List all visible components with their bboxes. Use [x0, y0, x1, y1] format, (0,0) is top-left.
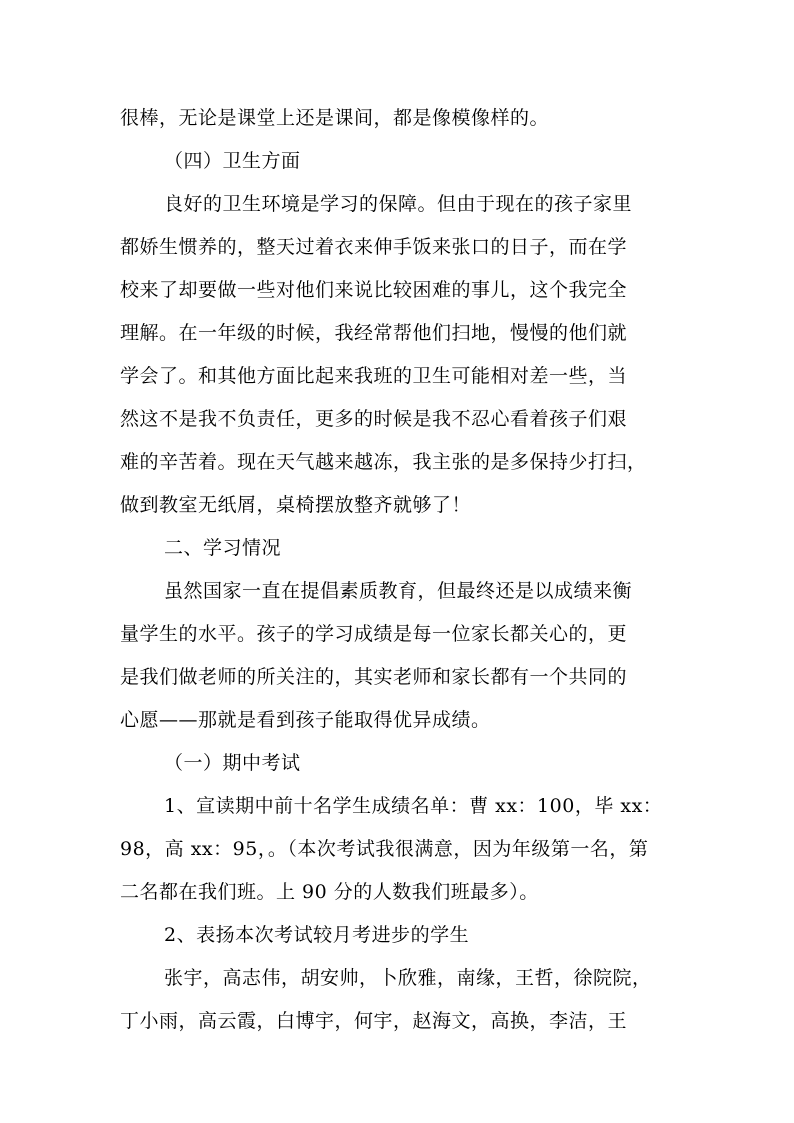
- text-line: 理解。在一年级的时候，我经常帮他们扫地，慢慢的他们就: [120, 322, 628, 344]
- text-line: 98，高 xx：95，。（本次考试我很满意，因为年级第一名，第: [120, 838, 649, 860]
- text-line: 都娇生惯养的，整天过着衣来伸手饭来张口的日子，而在学: [120, 236, 628, 258]
- text-line: 2、表扬本次考试较月考进步的学生: [164, 924, 470, 946]
- section-heading-study: 二、学习情况: [164, 537, 282, 559]
- text-line: 是我们做老师的所关注的，其实老师和家长都有一个共同的: [120, 666, 628, 688]
- text-line: 二名都在我们班。上 90 分的人数我们班最多）。: [120, 881, 539, 903]
- section-heading-midterm: （一）期中考试: [164, 752, 301, 774]
- text-line: 做到教室无纸屑，桌椅摆放整齐就够了！: [120, 494, 472, 516]
- text-line: 量学生的水平。孩子的学习成绩是每一位家长都关心的，更: [120, 623, 628, 645]
- text-line: 1、宣读期中前十名学生成绩名单：曹 xx：100，毕 xx：: [164, 795, 663, 817]
- text-line: 丁小雨，高云霞，白博宇，何宇，赵海文，高换，李洁，王: [120, 1010, 628, 1032]
- text-line: 良好的卫生环境是学习的保障。但由于现在的孩子家里: [164, 193, 633, 215]
- text-line: 虽然国家一直在提倡素质教育，但最终还是以成绩来衡: [164, 580, 633, 602]
- text-line: 然这不是我不负责任，更多的时候是我不忍心看着孩子们艰: [120, 408, 628, 430]
- text-line: 难的辛苦着。现在天气越来越冻，我主张的是多保持少打扫，: [120, 451, 647, 473]
- text-line: 学会了。和其他方面比起来我班的卫生可能相对差一些，当: [120, 365, 628, 387]
- text-line: 校来了却要做一些对他们来说比较困难的事儿，这个我完全: [120, 279, 628, 301]
- text-line: 心愿——那就是看到孩子能取得优异成绩。: [120, 709, 491, 731]
- text-line: 很棒，无论是课堂上还是课间，都是像模像样的。: [120, 107, 550, 129]
- text-line: 张宇，高志伟，胡安帅，卜欣雅，南缘，王哲，徐院院，: [164, 967, 652, 989]
- section-heading-hygiene: （四）卫生方面: [164, 150, 301, 172]
